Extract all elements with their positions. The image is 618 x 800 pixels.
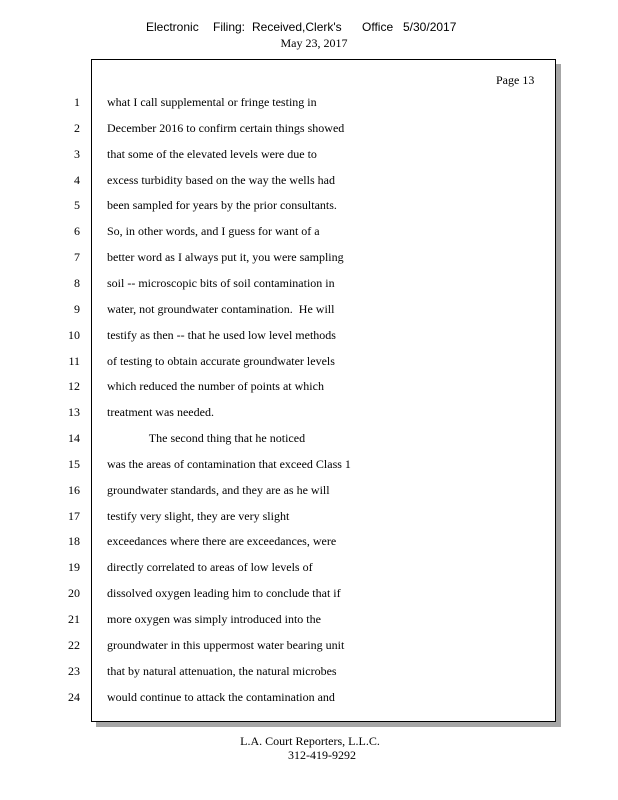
line-number: 16 bbox=[68, 483, 80, 497]
transcript-line-text: exceedances where there are exceedances, were bbox=[107, 534, 337, 548]
line-number: 9 bbox=[74, 302, 80, 316]
line-number: 20 bbox=[68, 586, 80, 600]
line-number: 2 bbox=[74, 121, 80, 135]
page-number: Page 13 bbox=[496, 73, 535, 87]
stamp-word-electronic: Electronic bbox=[146, 20, 199, 34]
line-number: 22 bbox=[68, 638, 80, 652]
line-number: 24 bbox=[68, 690, 80, 704]
transcript-line-text: groundwater in this uppermost water bearing unit bbox=[107, 638, 345, 652]
transcript-line-text: was the areas of contamination that exceed Class 1 bbox=[107, 457, 351, 471]
line-number: 11 bbox=[68, 354, 80, 368]
transcript-line-text: soil -- microscopic bits of soil contamination in bbox=[107, 276, 335, 290]
line-number: 5 bbox=[74, 198, 80, 212]
court-reporter-phone: 312-419-9292 bbox=[288, 748, 356, 762]
line-number: 18 bbox=[68, 534, 80, 548]
stamp-word-office: Office bbox=[362, 20, 394, 34]
line-number: 13 bbox=[68, 405, 80, 419]
transcript-line-text: been sampled for years by the prior consultants. bbox=[107, 198, 337, 212]
hearing-date: May 23, 2017 bbox=[280, 36, 348, 50]
line-number: 4 bbox=[74, 173, 80, 187]
transcript-line-text: The second thing that he noticed bbox=[107, 431, 306, 445]
transcript-line-text: which reduced the number of points at which bbox=[107, 379, 324, 393]
transcript-line-text: that some of the elevated levels were due to bbox=[107, 147, 317, 161]
line-number: 6 bbox=[74, 224, 80, 238]
line-number: 1 bbox=[74, 95, 80, 109]
transcript-line-text: what I call supplemental or fringe testing in bbox=[107, 95, 317, 109]
line-number: 21 bbox=[68, 612, 80, 626]
transcript-line-text: excess turbidity based on the way the wells had bbox=[107, 173, 335, 187]
electronic-filing-stamp bbox=[0, 20, 618, 36]
line-number: 17 bbox=[68, 509, 80, 523]
line-number: 19 bbox=[68, 560, 80, 574]
line-number: 10 bbox=[68, 328, 80, 342]
transcript-line-text: more oxygen was simply introduced into the bbox=[107, 612, 321, 626]
line-number: 23 bbox=[68, 664, 80, 678]
transcript-line-text: testify as then -- that he used low level methods bbox=[107, 328, 336, 342]
transcript-line-text: groundwater standards, and they are as he will bbox=[107, 483, 330, 497]
transcript-line-text: treatment was needed. bbox=[107, 405, 214, 419]
transcript-line-text: So, in other words, and I guess for want of a bbox=[107, 224, 320, 238]
transcript-line-text: would continue to attack the contamination and bbox=[107, 690, 335, 704]
transcript-line-text: directly correlated to areas of low levels of bbox=[107, 560, 313, 574]
stamp-word-filing: Filing: bbox=[213, 20, 246, 34]
stamp-filing-date: 5/30/2017 bbox=[403, 20, 457, 34]
transcript-line-text: dissolved oxygen leading him to conclude that if bbox=[107, 586, 341, 600]
transcript-line-text: that by natural attenuation, the natural microbes bbox=[107, 664, 337, 678]
line-number: 3 bbox=[74, 147, 80, 161]
stamp-word-received: Received,Clerk's bbox=[252, 20, 342, 34]
transcript-line-text: testify very slight, they are very slight bbox=[107, 509, 290, 523]
line-number: 14 bbox=[68, 431, 80, 445]
transcript-line-text: water, not groundwater contamination. He will bbox=[107, 302, 335, 316]
line-number: 15 bbox=[68, 457, 80, 471]
transcript-line-text: December 2016 to confirm certain things showed bbox=[107, 121, 345, 135]
transcript-line-text: of testing to obtain accurate groundwater levels bbox=[107, 354, 335, 368]
line-number: 7 bbox=[74, 250, 80, 264]
court-reporter-name: L.A. Court Reporters, L.L.C. bbox=[240, 734, 380, 748]
transcript-line-text: better word as I always put it, you were sampling bbox=[107, 250, 344, 264]
line-number: 8 bbox=[74, 276, 80, 290]
line-number: 12 bbox=[68, 379, 80, 393]
